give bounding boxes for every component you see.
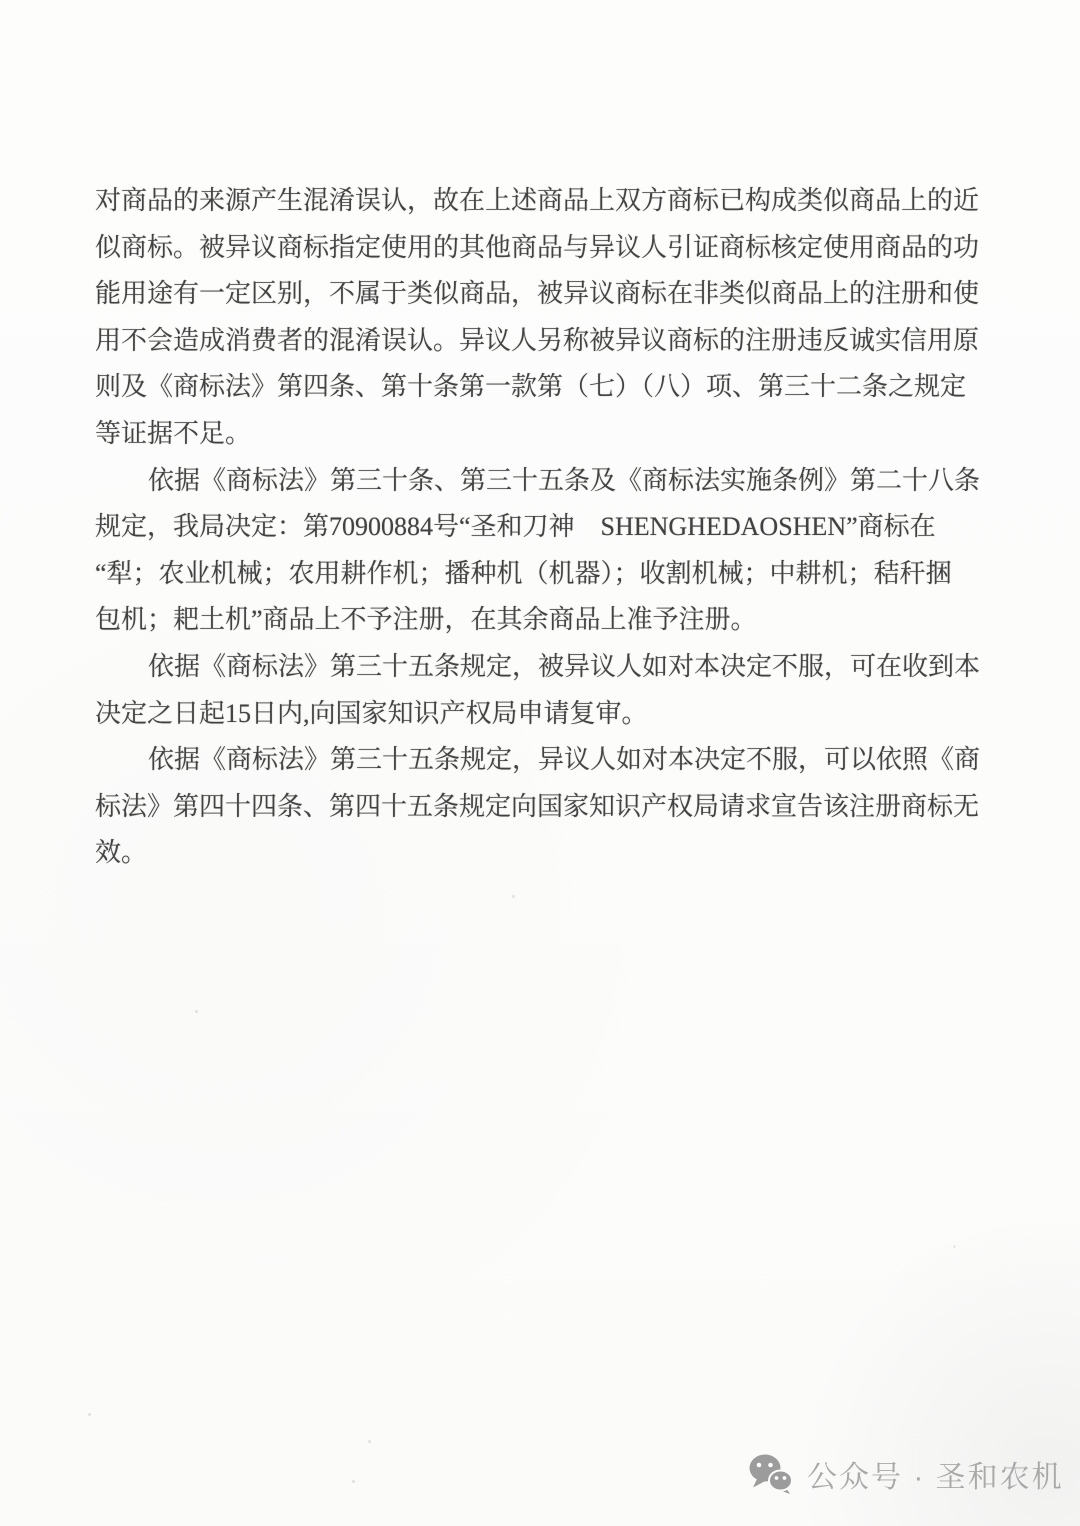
decision-text-block [95,178,985,877]
wechat-watermark [748,1452,1064,1496]
text-line: 包机；耙土机”商品上不予注册，在其余商品上准予注册。 [95,605,757,635]
scan-speck [195,1010,198,1013]
scan-speck [88,1413,91,1416]
scan-speck [368,1440,371,1443]
wechat-icon [748,1453,794,1495]
text-line: 决定之日起15日内,向国家知识产权局申请复审。 [95,698,648,728]
text-line: 用不会造成消费者的混淆误认。异议人另称被异议商标的注册违反诚实信用原 [95,325,980,355]
scan-speck [352,1480,355,1483]
text-line: 等证据不足。 [95,418,252,448]
text-line: 依据《商标法》第三十五条规定，被异议人如对本决定不服，可在收到本 [148,651,981,681]
text-line: 似商标。被异议商标指定使用的其他商品与异议人引证商标核定使用商品的功 [95,232,980,262]
text-line: 能用途有一定区别，不属于类似商品，被异议商标在非类似商品上的注册和使 [95,279,980,309]
text-line: 效。 [95,838,148,868]
text-line: 依据《商标法》第三十五条规定，异议人如对本决定不服，可以依照《商 [148,745,981,775]
scan-speck [953,1245,956,1248]
text-line: 标法》第四十四条、第四十五条规定向国家知识产权局请求宣告该注册商标无 [95,791,980,821]
scan-speck [512,895,515,898]
text-line: 规定，我局决定：第70900884号“圣和刀神 SHENGHEDAOSHEN”商标在 [95,512,936,542]
text-line: 对商品的来源产生混淆误认，故在上述商品上双方商标已构成类似商品上的近 [95,186,980,215]
text-line: “犁；农业机械；农用耕作机；播种机（机器）；收割机械；中耕机；秸秆捆 [95,558,952,588]
text-line: 则及《商标法》第四条、第十条第一款第（七）（八）项、第三十二条之规定 [95,372,967,402]
watermark-label: 公众号 · 圣和农机 [807,1461,1064,1494]
text-line: 依据《商标法》第三十条、第三十五条及《商标法实施条例》第二十八条 [148,465,981,495]
